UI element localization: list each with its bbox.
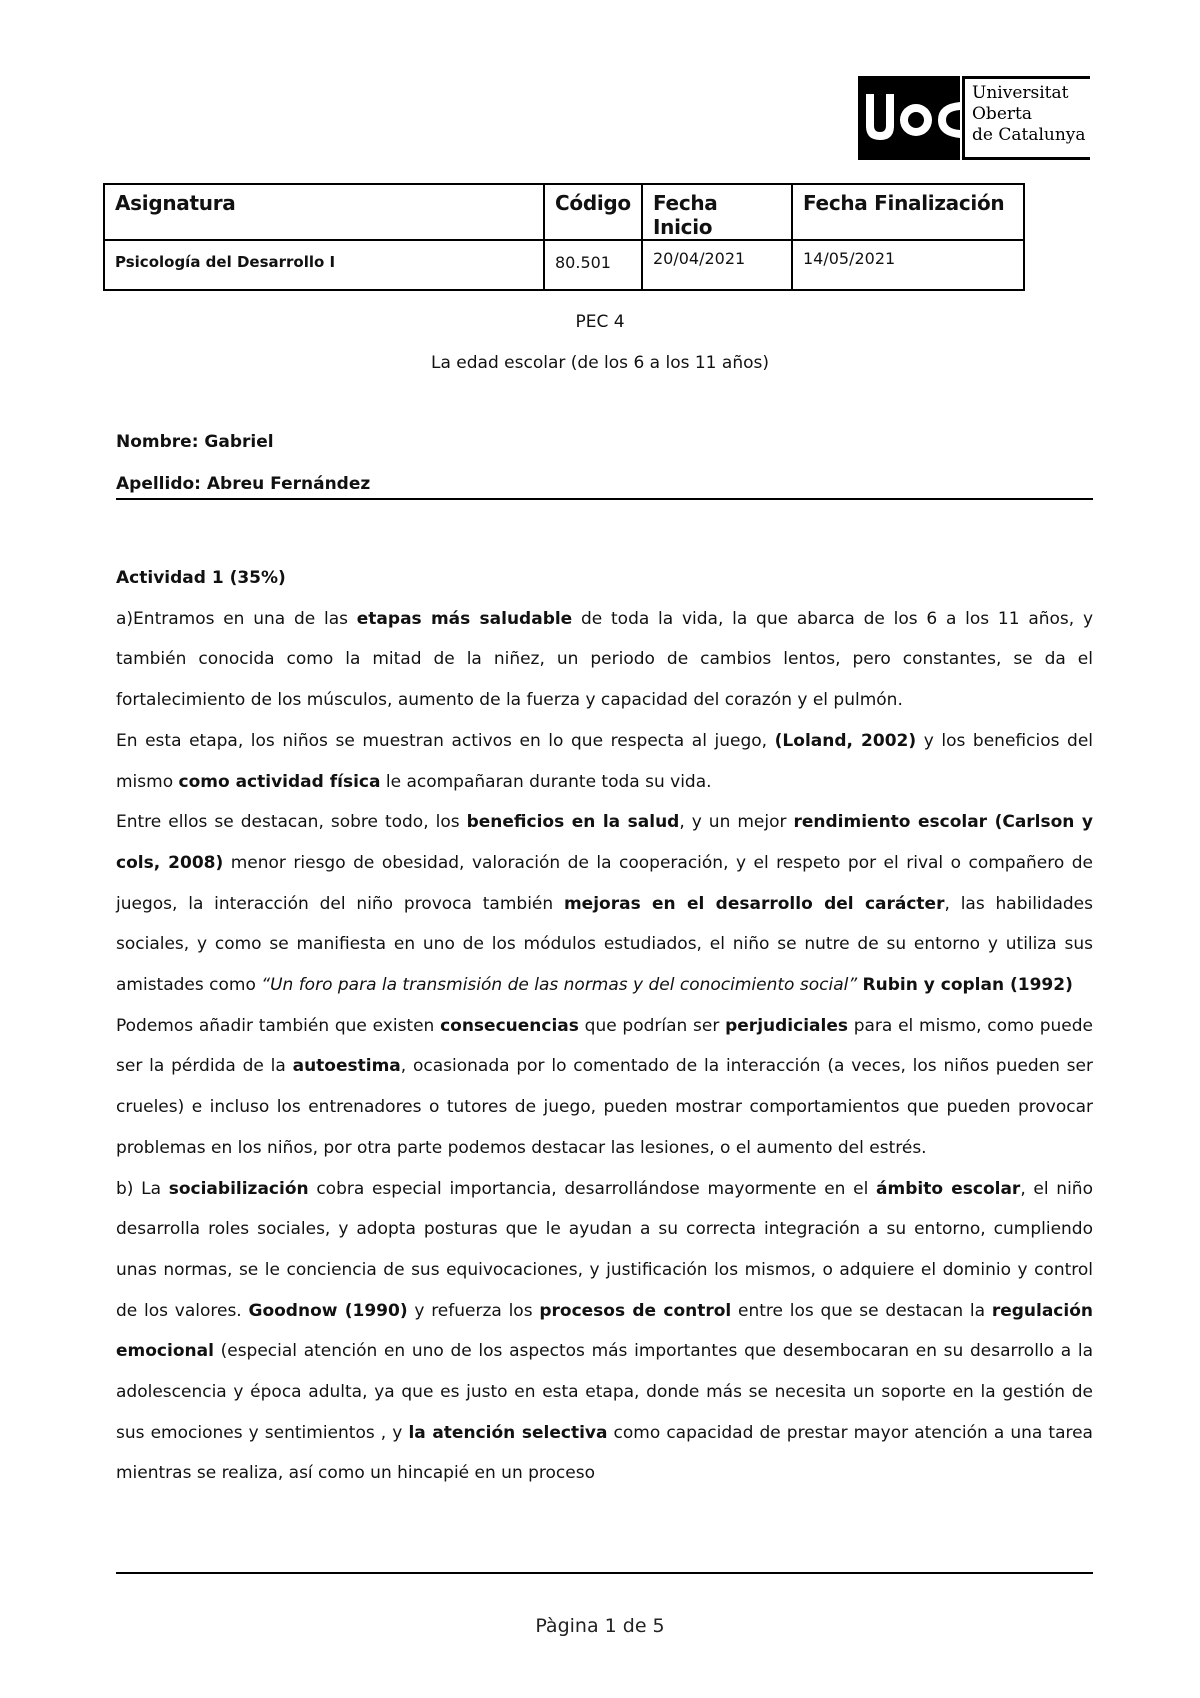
text-bold: Rubin y coplan (1992) [862,975,1073,996]
document-subtitle: La edad escolar (de los 6 a los 11 años) [431,353,769,373]
logo-divider [962,76,965,160]
cell-fecha-finalizacion: 14/05/2021 [792,240,1024,290]
text-bold: ámbito escolar [876,1178,1021,1199]
paragraph-a1 [116,599,1093,721]
logo-line-1: Universitat [972,83,1069,103]
text-bold: procesos de control [539,1300,732,1321]
uoc-logo-mark [858,76,960,160]
uoc-logo [858,76,1090,160]
logo-bottom-line [962,157,1090,160]
text-bold: perjudiciales [725,1015,848,1036]
logo-top-line [962,76,1090,79]
text: como capacidad de prestar mayor atención a una tarea mientras se realiza, así como un hincapié en un proceso [116,1422,1093,1484]
text: y los beneficios del mismo [116,730,1094,792]
text-bold: regulación emocional [116,1300,1093,1362]
paragraph-b1 [116,1169,1093,1495]
text: b) [116,1178,134,1199]
header-fecha-inicio: Fecha Inicio [642,184,792,240]
text: a)Entramos en una de las [116,608,357,629]
cell-fecha-inicio: 20/04/2021 [642,240,792,290]
paragraph-a4 [116,1006,1093,1169]
text: , las habilidades sociales, y como se manifiesta en uno de los módulos estudiados, el niño se nutre de su entorno y utiliza sus amistades como [116,893,1093,996]
logo-line-3: de Catalunya [972,125,1086,145]
text: (especial atención en uno de los aspectos más importantes que desembocaran en su desarrollo a la adolescencia y época adulta, ya que es justo en esta etapa, donde más se necesita un soporte en la gestión de sus emociones y sentimientos , y [116,1341,1093,1443]
document-body [116,558,1093,1494]
text: , ocasionada por lo comentado de la interacción (a veces, los niños pueden ser crueles) e incluso los entrenadores o tutores de juego, pueden mostrar comportamientos que pueden provocar problemas en los niños, por otra parte podemos destacar las lesiones, o el aumento del estrés. [116,1056,1093,1158]
text: de toda la vida, la que abarca de los 6 a los 11 años, y también conocida como la mitad de la niñez, un periodo de cambios lentos, pero constantes, se da el fortalecimiento de los músculos, aumento de la fuerza y capacidad del corazón y el pulmón. [116,608,1094,711]
activity-heading: Actividad 1 (35%) [116,568,286,588]
header-asignatura: Asignatura [104,184,544,240]
logo-text [972,83,1086,146]
text: que podrían ser [578,1015,726,1036]
cell-asignatura: Psicología del Desarrollo I [104,240,544,290]
text-italic: “Un foro para la transmisión de las normas y del conocimiento social” [261,975,858,996]
uoc-letters-icon [858,76,960,160]
text: Entre ellos se destacan, sobre todo, los [116,812,467,833]
header-fecha-finalizacion: Fecha Finalización [792,184,1024,240]
student-name: Nombre: Gabriel [116,432,274,452]
table-row [104,240,1024,290]
text: y refuerza los [407,1300,540,1321]
header-rule [116,498,1093,500]
page-number: Pàgina 1 de 5 [535,1615,665,1637]
text: , el niño desarrolla roles sociales, y adopta posturas que le ayudan a su correcta integración a su entorno, cumpliendo unas normas, se le conciencia de sus equivocaciones, y justificación los mismos, o adquiere el dominio y control de los valores. [116,1178,1093,1321]
footer-rule [116,1572,1093,1574]
text-bold: sociabilización [168,1178,309,1199]
course-info-table [103,183,1025,291]
text-bold: como actividad física [178,771,381,792]
text-bold: la atención selectiva [408,1422,608,1443]
text: Podemos añadir también que existen [116,1015,441,1036]
text-bold: beneficios en la salud [466,812,680,833]
text: La [133,1178,169,1199]
paragraph-a2 [116,721,1093,802]
cell-codigo: 80.501 [544,240,642,290]
table-header-row [104,184,1024,240]
text-bold: consecuencias [440,1015,579,1036]
student-surname: Apellido: Abreu Fernández [116,474,371,494]
text-bold: mejoras en el desarrollo del carácter [563,893,945,914]
logo-line-2: Oberta [972,104,1032,124]
text: menor riesgo de obesidad, valoración de la cooperación, y el respeto por el rival o compañero de juegos, la interacción del niño provoca también [116,852,1093,914]
text-bold: etapas más saludable [356,608,573,629]
text: le acompañaran durante toda su vida. [380,771,712,792]
text: para el mismo, como puede ser la pérdida de la [116,1015,1093,1077]
text-bold: (Loland, 2002) [774,730,917,751]
text-bold: autoestima [292,1056,401,1077]
text: cobra especial importancia, desarrollándose mayormente en el [308,1178,877,1199]
document-title: PEC 4 [575,312,625,332]
text-bold: rendimiento escolar (Carlson y cols, 2008) [116,812,1093,873]
text: , y un mejor [679,812,794,833]
text: En esta etapa, los niños se muestran activos en lo que respecta al juego, [116,730,775,751]
text-bold: Goodnow (1990) [248,1300,408,1321]
header-codigo: Código [544,184,642,240]
paragraph-a3 [116,802,1093,1006]
text: entre los que se destacan la [731,1300,992,1321]
